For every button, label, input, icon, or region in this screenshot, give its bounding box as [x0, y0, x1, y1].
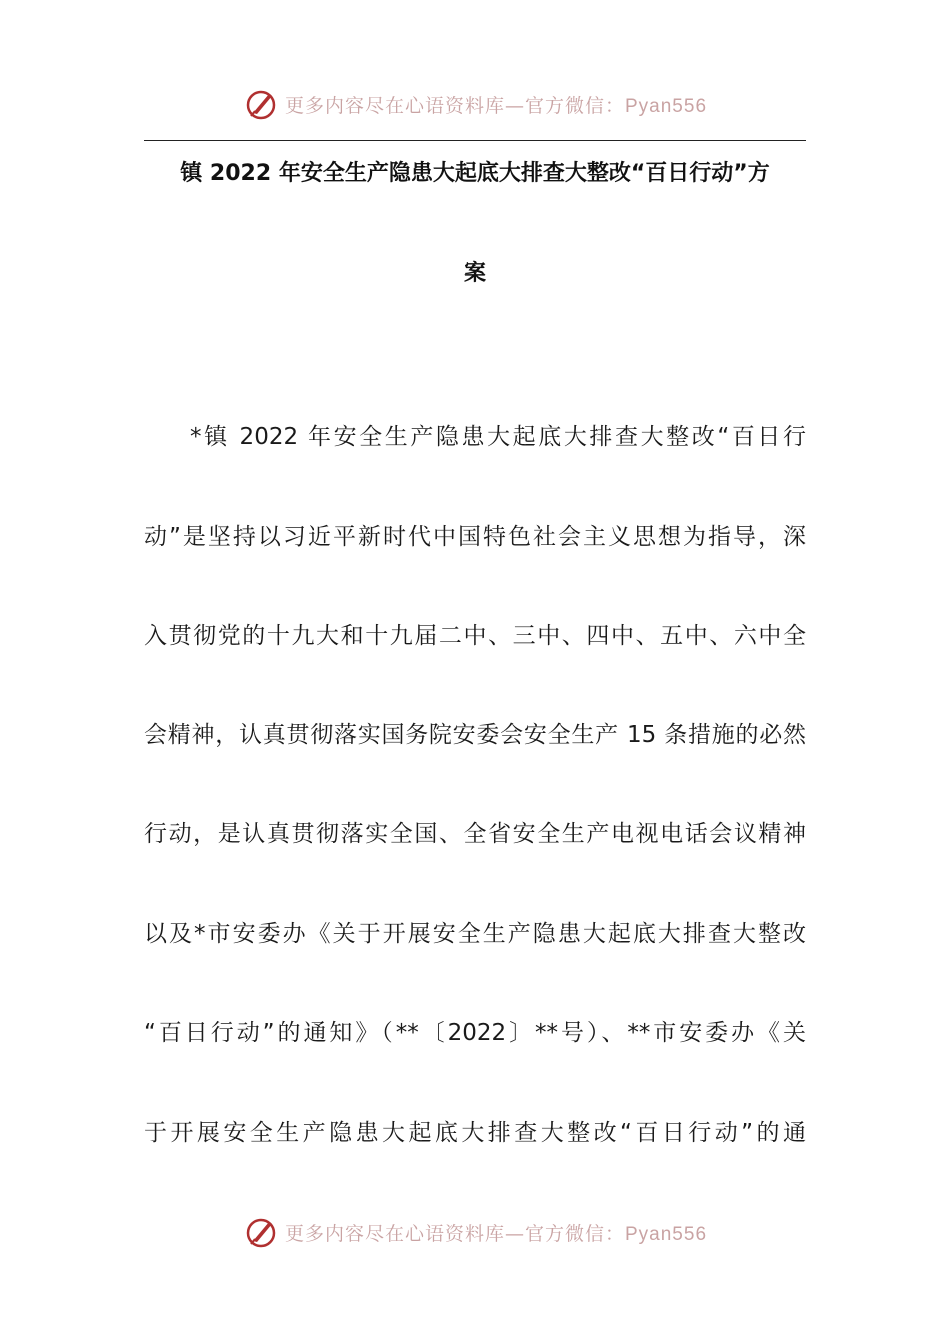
- header-divider: [144, 140, 806, 141]
- body-line-1: *镇 2022 年安全生产隐患大起底大排查大整改“百日行: [190, 424, 806, 450]
- banner-text: [285, 1219, 707, 1246]
- quill-pen-circle-icon: [243, 86, 279, 122]
- quill-pen-circle-icon: [243, 1214, 279, 1250]
- body-line-6: 以及*市安委办《关于开展安全生产隐患大起底大排查大整改: [144, 921, 806, 947]
- document-title-line-2: 案: [463, 261, 486, 286]
- body-line-8: 于开展安全生产隐患大起底大排查大整改“百日行动”的通: [144, 1120, 806, 1146]
- banner-text: [285, 91, 707, 118]
- header-banner: [0, 84, 950, 124]
- footer-banner: [0, 1212, 950, 1252]
- banner-account: Pyan556: [625, 1223, 708, 1245]
- body-line-3: 入贯彻党的十九大和十九届二中、三中、四中、五中、六中全: [144, 623, 806, 649]
- banner-slogan: 更多内容尽在心语资料库—官方微信：: [284, 1222, 625, 1245]
- banner-slogan: 更多内容尽在心语资料库—官方微信：: [284, 94, 625, 117]
- body-line-4: 会精神，认真贯彻落实国务院安委会安全生产 15 条措施的必然: [144, 722, 806, 748]
- banner-account: Pyan556: [625, 95, 708, 117]
- document-title-line-1: 镇 2022 年安全生产隐患大起底大排查大整改“百日行动”方: [180, 161, 770, 186]
- body-line-5: 行动，是认真贯彻落实全国、全省安全生产电视电话会议精神: [144, 821, 806, 847]
- body-line-7: “百日行动”的通知》（**〔2022〕**号）、**市安委办《关: [144, 1020, 806, 1046]
- body-line-2: 动”是坚持以习近平新时代中国特色社会主义思想为指导，深: [144, 524, 806, 550]
